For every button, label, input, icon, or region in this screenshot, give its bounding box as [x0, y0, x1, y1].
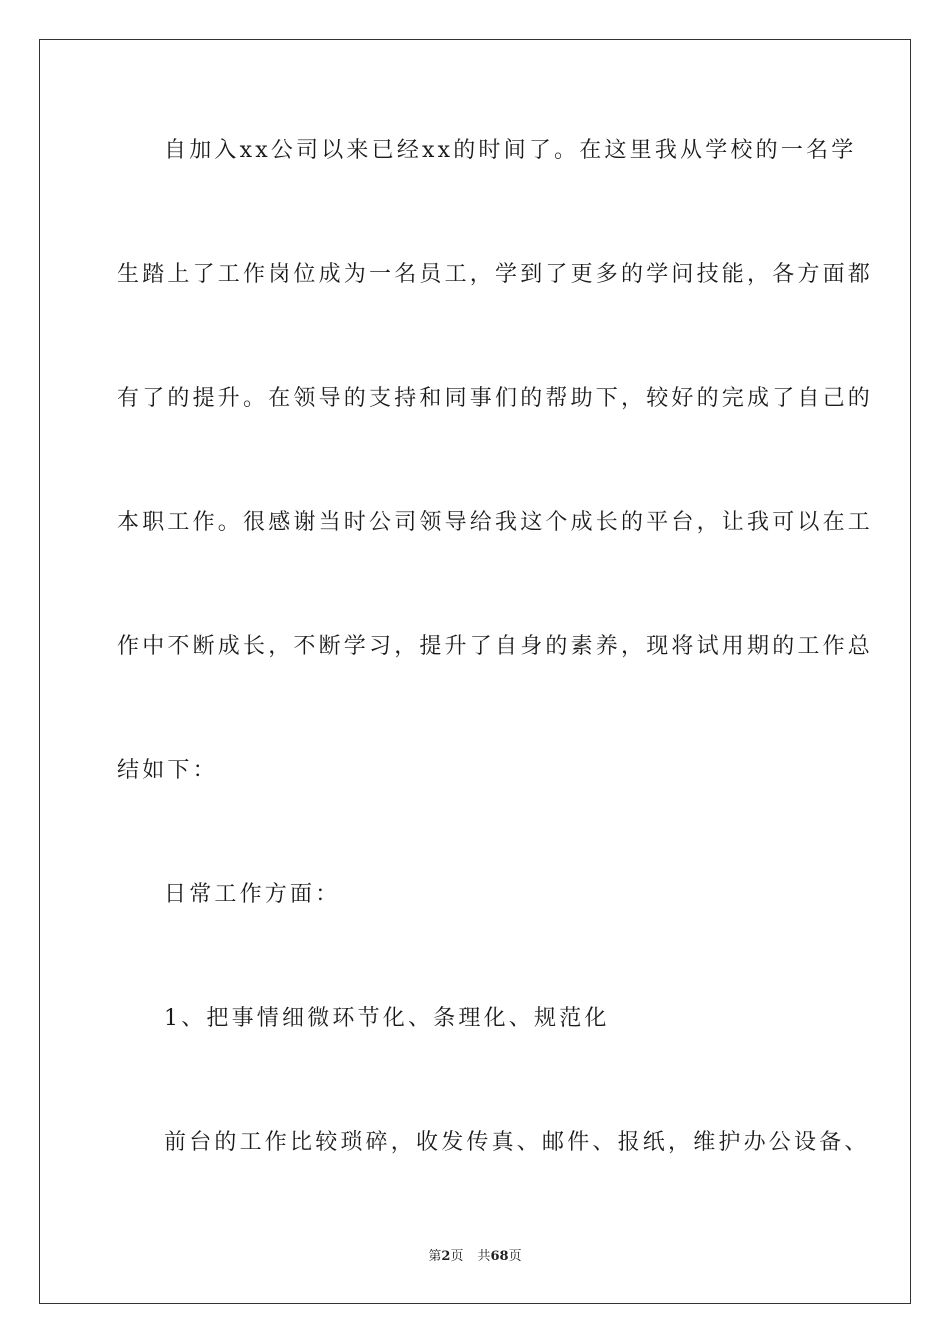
page-suffix: 页	[450, 1249, 464, 1264]
total-suffix: 页	[508, 1249, 522, 1264]
paragraph-line-4: 本职工作。很感谢当时公司领导给我这个成长的平台，让我可以在工	[117, 510, 874, 535]
paragraph-line-2: 生踏上了工作岗位成为一名员工，学到了更多的学问技能，各方面都	[117, 262, 874, 287]
list-item-heading: 1、把事情细微环节化、条理化、规范化	[164, 1006, 610, 1031]
page-number: 2	[441, 1249, 451, 1264]
page-prefix: 第	[428, 1249, 442, 1264]
page-border	[39, 39, 911, 1304]
paragraph-line-9: 前台的工作比较琐碎，收发传真、邮件、报纸，维护办公设备、	[164, 1130, 870, 1155]
paragraph-line-6: 结如下：	[117, 758, 218, 783]
page-footer	[0, 1248, 950, 1266]
paragraph-line-3: 有了的提升。在领导的支持和同事们的帮助下，较好的完成了自己的	[117, 386, 874, 411]
total-prefix: 共	[477, 1249, 491, 1264]
paragraph-line-1: 自加入xx公司以来已经xx的时间了。在这里我从学校的一名学	[164, 138, 857, 163]
total-pages: 68	[490, 1249, 509, 1264]
paragraph-line-5: 作中不断成长，不断学习，提升了自身的素养，现将试用期的工作总	[117, 634, 874, 659]
section-heading: 日常工作方面：	[164, 882, 341, 907]
